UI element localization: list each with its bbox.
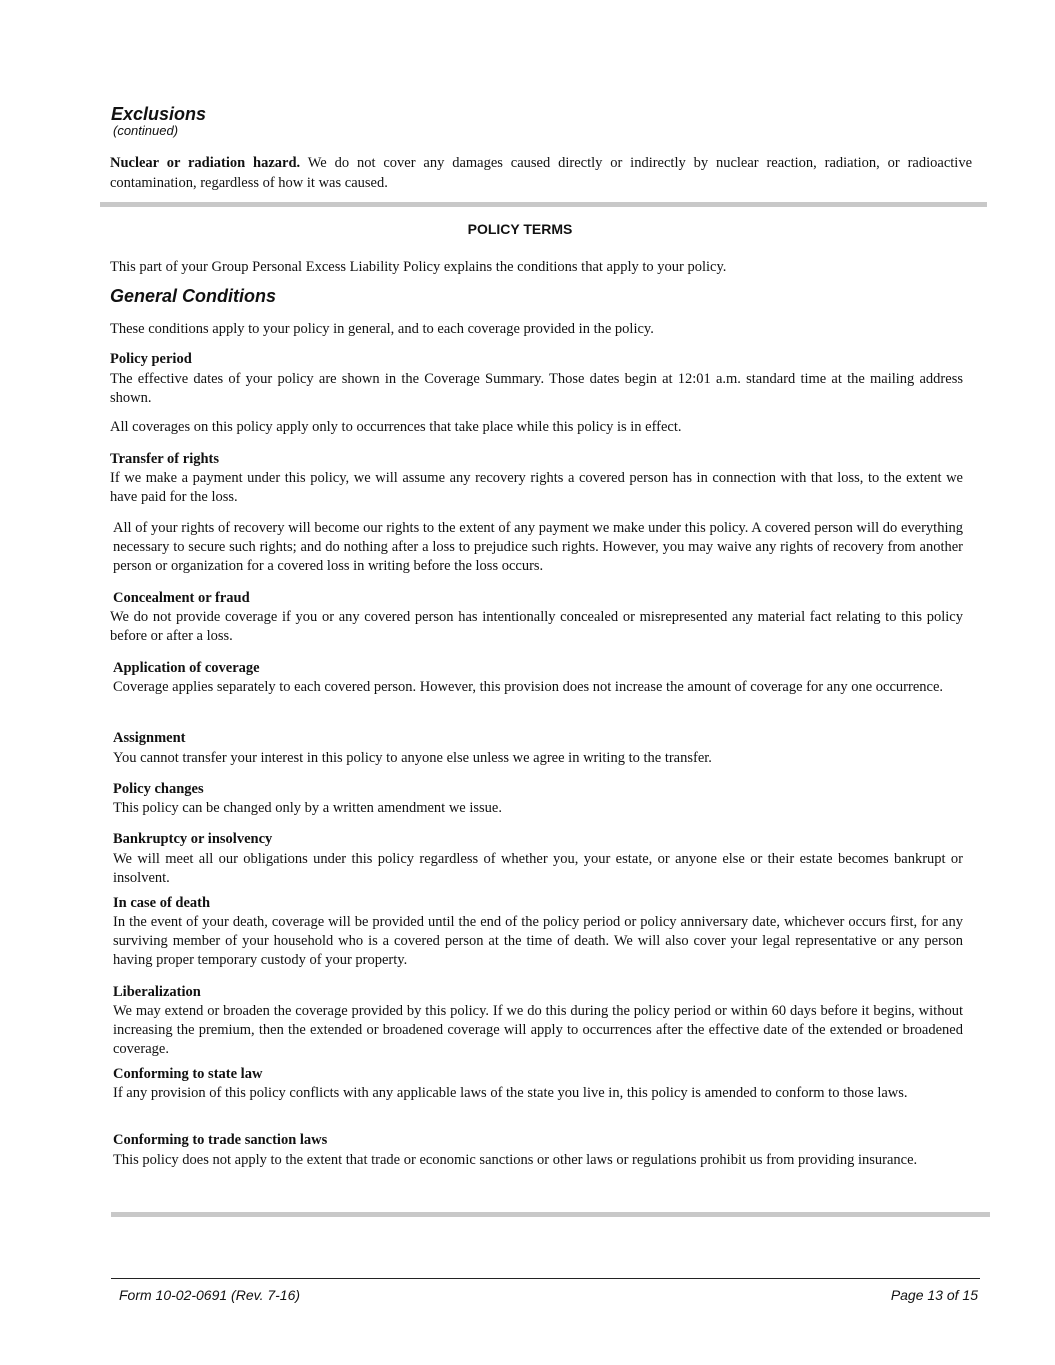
condition-text-concealment-or-fraud: We do not provide coverage if you or any covered person has intentionally concealed or misrepresented any material fact relating to this policy before or after a loss. — [110, 609, 963, 644]
footer-form-number: Form 10-02-0691 (Rev. 7-16) — [119, 1287, 301, 1303]
footer-page-number: Page 13 of 15 — [890, 1287, 978, 1303]
condition-text-conforming-to-state-law: If any provision of this policy conflicts with any applicable laws of the state you live in, this policy is amended to conform to those laws. — [113, 1085, 908, 1101]
policy-terms-intro: This part of your Group Personal Excess Liability Policy explains the conditions that apply to your policy. — [110, 259, 727, 275]
condition-text-bankruptcy-or-insolvency: We will meet all our obligations under this policy regardless of whether you, your estate, or anyone else or their estate becomes bankrupt or insolvent. — [113, 851, 963, 886]
section-subtitle: (continued) — [113, 123, 179, 138]
section-title: Exclusions — [111, 104, 207, 124]
general-conditions-intro: These conditions apply to your policy in general, and to each coverage provided in the policy. — [110, 321, 654, 337]
condition-heading-assignment: Assignment — [113, 730, 186, 746]
condition-heading-application-of-coverage: Application of coverage — [113, 660, 260, 676]
footer-divider — [111, 1278, 980, 1279]
condition-text-transfer-of-rights-2: All of your rights of recovery will become our rights to the extent of any payment we make under this policy. A covered person will do everything necessary to secure such rights; and do nothing after a loss to prejudice such rights. However, you may waive any rights of recovery from another person or organization for a covered loss in writing before the loss occurs. — [113, 520, 963, 574]
condition-text-policy-changes: This policy can be changed only by a written amendment we issue. — [113, 800, 502, 816]
condition-text-policy-period: The effective dates of your policy are shown in the Coverage Summary. Those dates begin at 12:01 a.m. standard time at the mailing address shown. — [110, 371, 963, 406]
condition-heading-policy-changes: Policy changes — [113, 781, 204, 797]
policy-terms-heading: POLICY TERMS — [467, 221, 573, 237]
condition-heading-in-case-of-death: In case of death — [113, 895, 211, 911]
condition-text-liberalization: We may extend or broaden the coverage provided by this policy. If we do this during the policy period or within 60 days before it begins, without increasing the premium, then the extended or broadened coverage will apply to occurrences after the effective date of the extended or broadened coverage. — [113, 1003, 963, 1057]
condition-text-trade-sanction-laws: This policy does not apply to the extent that trade or economic sanctions or other laws or regulations prohibit us from providing insurance. — [113, 1152, 918, 1168]
condition-heading-liberalization: Liberalization — [113, 984, 201, 1000]
condition-text-policy-period-2: All coverages on this policy apply only to occurrences that take place while this policy is in effect. — [110, 419, 682, 435]
condition-text-in-case-of-death: In the event of your death, coverage will be provided until the end of the policy period or policy anniversary date, whichever occurs first, for any surviving member of your household who is a covered person at the time of death. We will also cover your legal representative or any person having proper temporary custody of your property. — [113, 914, 963, 968]
general-conditions-title: General Conditions — [110, 286, 277, 306]
condition-heading-conforming-to-state-law: Conforming to state law — [113, 1066, 263, 1082]
condition-text-assignment: You cannot transfer your interest in this policy to anyone else unless we agree in writing to the transfer. — [113, 750, 712, 766]
section-divider-top — [100, 202, 987, 207]
condition-heading-bankruptcy-or-insolvency: Bankruptcy or insolvency — [113, 831, 273, 847]
condition-heading-trade-sanction-laws: Conforming to trade sanction laws — [113, 1132, 328, 1148]
condition-text-application-of-coverage: Coverage applies separately to each covered person. However, this provision does not increase the amount of coverage for any one occurrence. — [113, 679, 944, 695]
condition-text-transfer-of-rights: If we make a payment under this policy, we will assume any recovery rights a covered person has in connection with that loss, to the extent we have paid for the loss. — [110, 470, 963, 505]
condition-heading-transfer-of-rights: Transfer of rights — [110, 451, 220, 467]
nuclear-hazard-text: We do not cover any damages caused directly or indirectly by nuclear reaction, radiation, or radioactive contamination, regardless of how it was caused. — [110, 155, 972, 191]
section-divider-bottom — [111, 1212, 990, 1217]
nuclear-hazard-heading: Nuclear or radiation hazard. — [110, 155, 301, 171]
nuclear-hazard-paragraph — [110, 153, 972, 193]
condition-heading-concealment-or-fraud: Concealment or fraud — [113, 590, 250, 606]
condition-heading-policy-period: Policy period — [110, 351, 192, 367]
